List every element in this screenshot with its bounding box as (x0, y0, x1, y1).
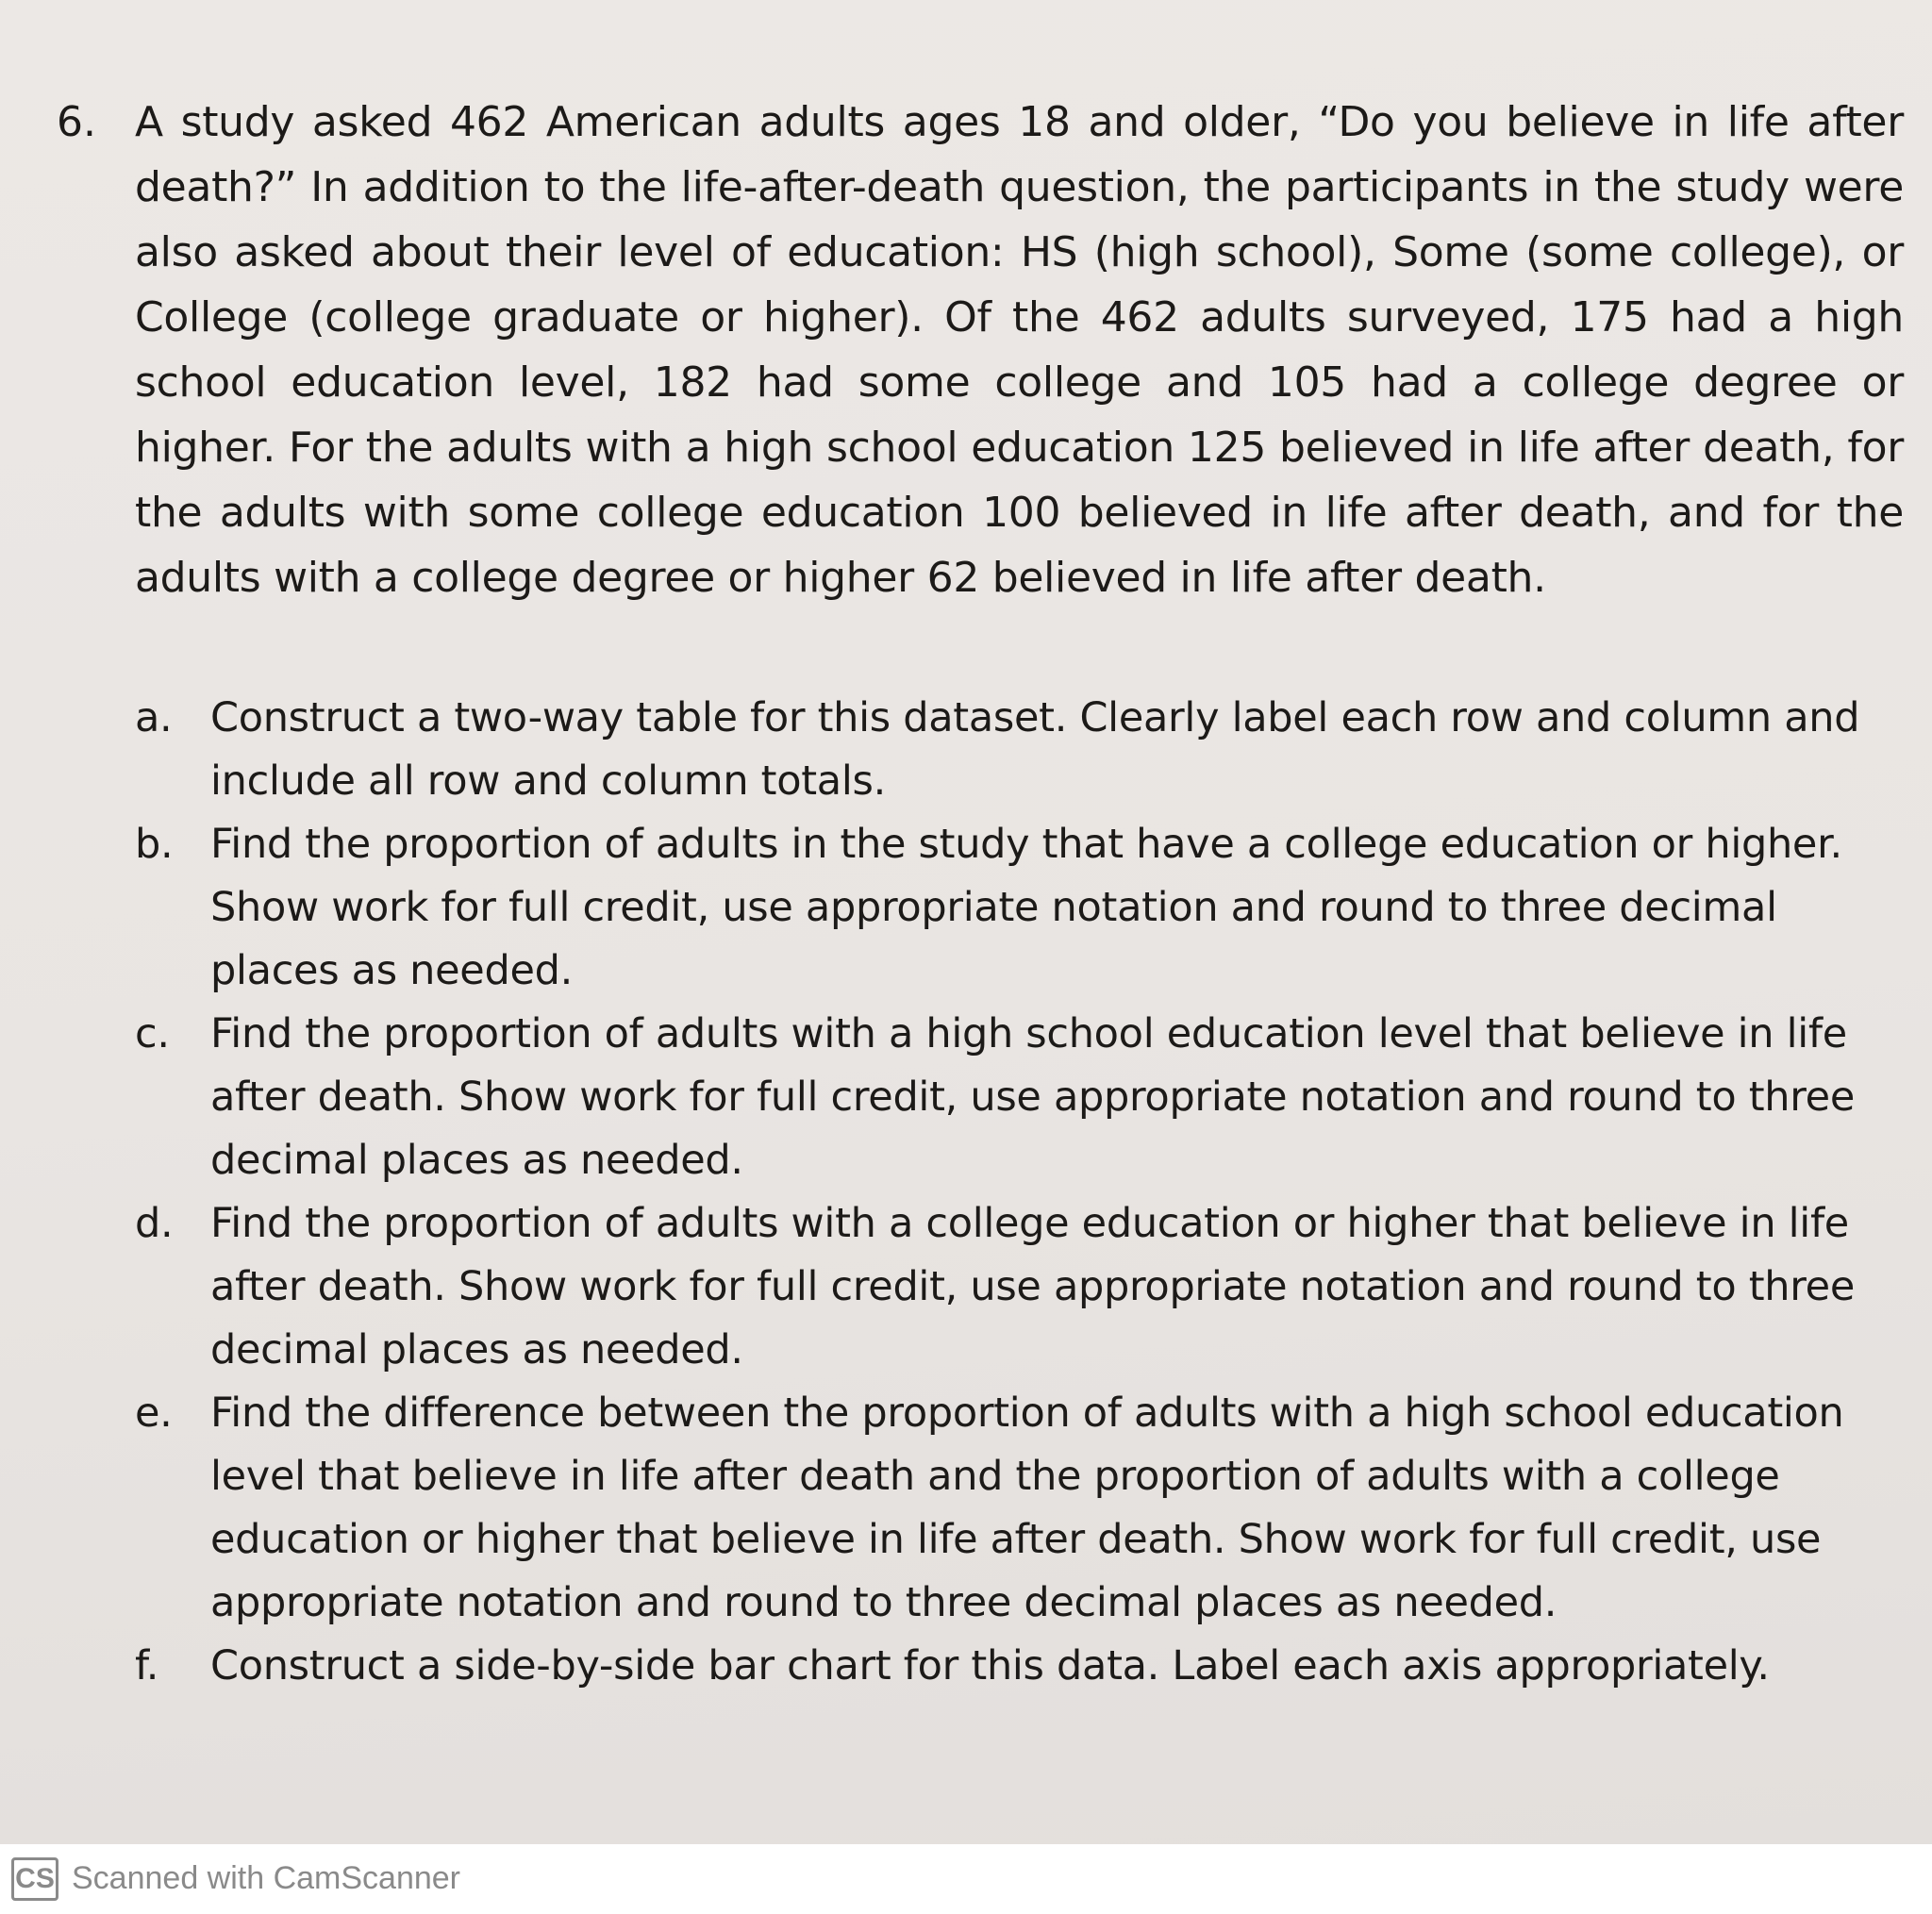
question-number: 6. (57, 98, 96, 146)
part-letter: d. (135, 1200, 174, 1247)
scanner-footer (0, 1844, 1932, 1914)
part-text: Construct a two-way table for this dataset. Clearly label each row and column and include all row and column totals. (210, 694, 1860, 805)
part-letter: f. (135, 1642, 159, 1689)
question-text: A study asked 462 American adults ages 18 and older, “Do you believe in life after death?” In addition to the life-after-death question, the participants in the study were also asked about their level of education: HS (high school), Some (some college), or College (college graduate or higher). Of the 462 adults surveyed, 175 had a high school education level, 182 had some college and 105 had a college degree or higher. For the adults with a high school education 125 believed in life after death, for the adults with some college education 100 believed in life after death, and for the adults with a college degree or higher 62 believed in life after death. (135, 98, 1904, 602)
part-letter: a. (135, 694, 173, 741)
part-d (135, 1192, 1890, 1382)
part-e (135, 1382, 1890, 1635)
scanner-watermark-text: Scanned with CamScanner (72, 1860, 461, 1896)
part-text: Find the proportion of adults with a high school education level that believe in life after death. Show work for full credit, use appropriate notation and round to three decimal places as needed. (210, 1010, 1855, 1184)
part-letter: e. (135, 1390, 173, 1437)
part-text: Find the proportion of adults with a college education or higher that believe in life after death. Show work for full credit, use appropriate notation and round to three decimal places as needed. (210, 1200, 1855, 1373)
part-text: Find the difference between the proportion of adults with a high school education level that believe in life after death and the proportion of adults with a college education or higher that believe in life after death. Show work for full credit, use appropriate notation and round to three decimal places as needed. (210, 1390, 1844, 1626)
question-parts (135, 687, 1890, 1698)
part-text: Find the proportion of adults in the study that have a college education or higher. Show work for full credit, use appropriate notation and round to three decimal places as needed. (210, 821, 1842, 994)
part-a (135, 687, 1890, 813)
part-b (135, 813, 1890, 1003)
part-letter: b. (135, 821, 174, 868)
camscanner-logo-icon: CS (11, 1857, 58, 1901)
part-text: Construct a side-by-side bar chart for this data. Label each axis appropriately. (210, 1642, 1770, 1689)
part-c (135, 1003, 1890, 1192)
part-f (135, 1635, 1890, 1698)
part-letter: c. (135, 1010, 170, 1057)
